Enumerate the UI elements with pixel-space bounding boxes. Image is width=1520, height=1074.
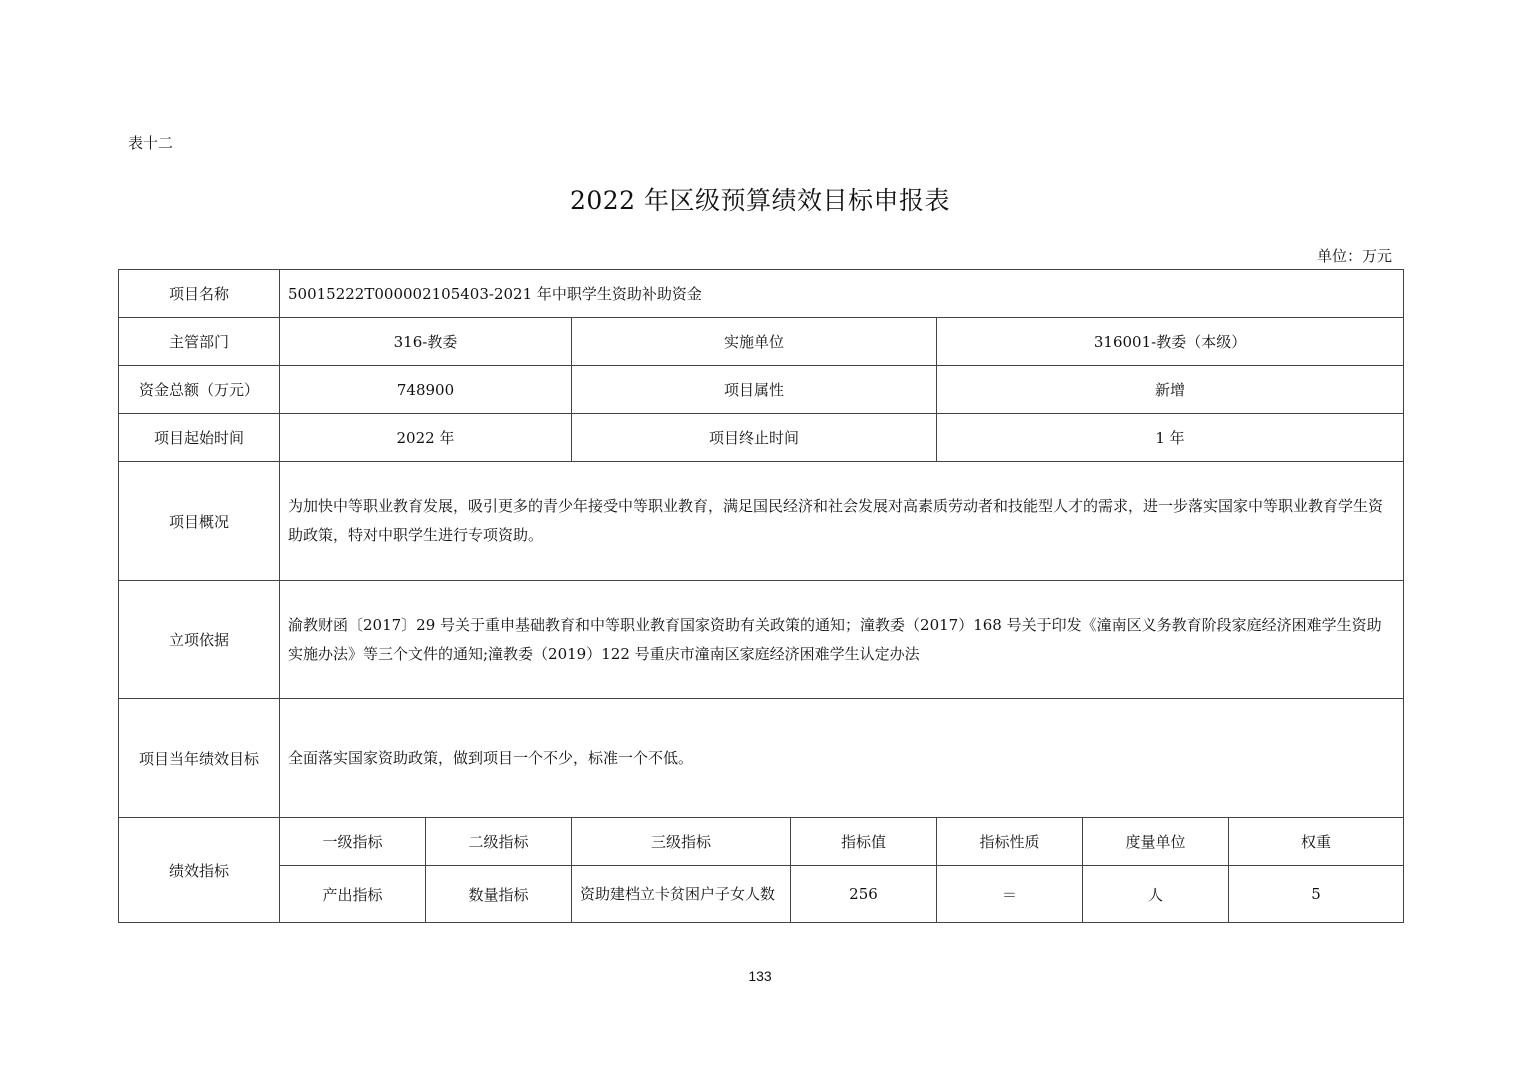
project-attribute-label: 项目属性 [572, 366, 937, 414]
start-time-value: 2022 年 [280, 414, 572, 462]
start-time-label: 项目起始时间 [119, 414, 280, 462]
row-overview [119, 462, 1404, 581]
indicator-header: 指标性质 [937, 818, 1083, 866]
basis-label: 立项依据 [119, 581, 280, 699]
indicator-row [119, 866, 1404, 923]
project-attribute-value: 新增 [937, 366, 1404, 414]
goal-label: 项目当年绩效目标 [119, 699, 280, 818]
indicator-cell: 5 [1229, 866, 1404, 923]
indicator-header: 三级指标 [572, 818, 791, 866]
row-goal [119, 699, 1404, 818]
implementing-unit-label: 实施单位 [572, 318, 937, 366]
basis-text: 渝教财函〔2017〕29 号关于重申基础教育和中等职业教育国家资助有关政策的通知；潼教委（2017）168 号关于印发《潼南区义务教育阶段家庭经济困难学生资助实施办法》等三个文件的通知;潼教委（2019）122 号重庆市潼南区家庭经济困难学生认定办法 [280, 581, 1404, 699]
row-funds [119, 366, 1404, 414]
goal-text: 全面落实国家资助政策，做到项目一个不少，标准一个不低。 [280, 699, 1404, 818]
project-name-value: 50015222T000002105403-2021 年中职学生资助补助资金 [280, 270, 1404, 318]
implementing-unit-value: 316001-教委（本级） [937, 318, 1404, 366]
document-title: 2022 年区级预算绩效目标申报表 [569, 186, 951, 215]
total-funds-value: 748900 [280, 366, 572, 414]
unit-label: 单位：万元 [1316, 247, 1392, 265]
indicator-header: 权重 [1229, 818, 1404, 866]
row-department [119, 318, 1404, 366]
indicator-header: 指标值 [791, 818, 937, 866]
indicators-label: 绩效指标 [119, 818, 280, 923]
indicator-header: 度量单位 [1083, 818, 1229, 866]
indicator-header: 一级指标 [280, 818, 426, 866]
project-name-label: 项目名称 [119, 270, 280, 318]
overview-text: 为加快中等职业教育发展，吸引更多的青少年接受中等职业教育，满足国民经济和社会发展对高素质劳动者和技能型人才的需求，进一步落实国家中等职业教育学生资助政策，特对中职学生进行专项资助。 [280, 462, 1404, 581]
end-time-label: 项目终止时间 [572, 414, 937, 462]
row-period [119, 414, 1404, 462]
indicator-cell: 数量指标 [426, 866, 572, 923]
indicators-header-row [119, 818, 1404, 866]
table-label: 表十二 [128, 134, 174, 152]
overview-label: 项目概况 [119, 462, 280, 581]
indicator-cell: ＝ [937, 866, 1083, 923]
indicator-cell: 人 [1083, 866, 1229, 923]
indicator-cell: 资助建档立卡贫困户子女人数 [572, 866, 791, 923]
total-funds-label: 资金总额（万元） [119, 366, 280, 414]
department-value: 316-教委 [280, 318, 572, 366]
budget-form-table [118, 269, 1404, 923]
indicator-cell: 256 [791, 866, 937, 923]
row-basis [119, 581, 1404, 699]
end-time-value: 1 年 [937, 414, 1404, 462]
page-number: 133 [748, 968, 772, 984]
row-project-name [119, 270, 1404, 318]
department-label: 主管部门 [119, 318, 280, 366]
indicator-cell: 产出指标 [280, 866, 426, 923]
indicator-header: 二级指标 [426, 818, 572, 866]
